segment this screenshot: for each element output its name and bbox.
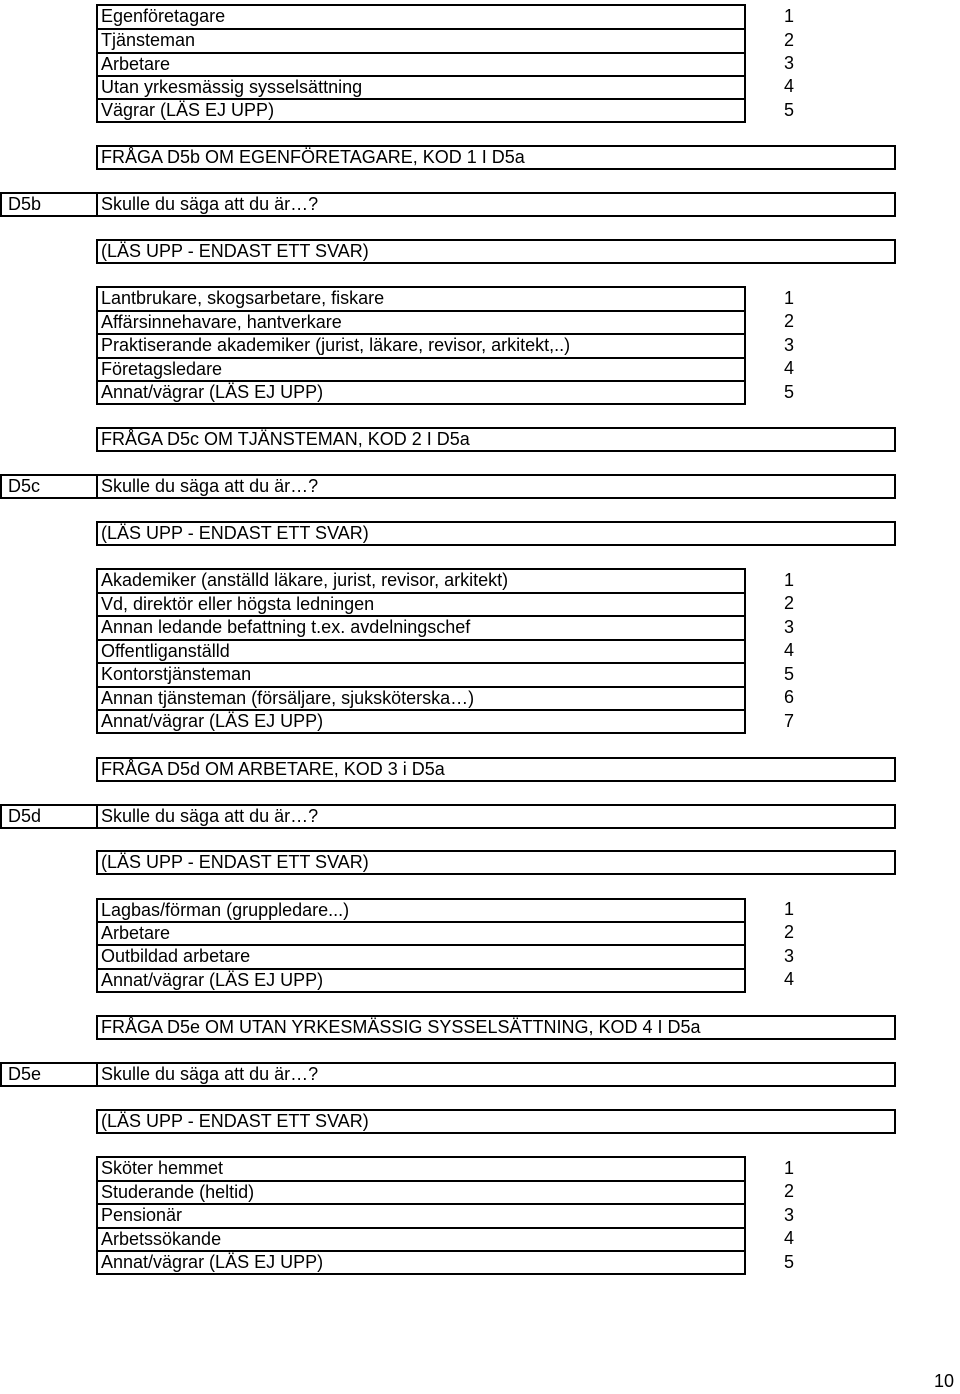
question-text: Skulle du säga att du är…? bbox=[96, 804, 896, 829]
option-code: 2 bbox=[783, 311, 794, 331]
option-row: Affärsinnehavare, hantverkare bbox=[96, 310, 746, 334]
page-number: 10 bbox=[933, 1371, 954, 1391]
option-code: 4 bbox=[783, 969, 794, 989]
option-code: 4 bbox=[783, 76, 794, 96]
option-row: Arbetare bbox=[96, 52, 746, 76]
option-code: 5 bbox=[783, 1252, 794, 1272]
option-code: 4 bbox=[783, 640, 794, 660]
option-row: Lagbas/förman (gruppledare...) bbox=[96, 898, 746, 922]
filter-instruction: FRÅGA D5d OM ARBETARE, KOD 3 i D5a bbox=[96, 757, 896, 782]
option-row: Arbetare bbox=[96, 921, 746, 945]
option-code: 1 bbox=[783, 6, 794, 26]
filter-instruction: FRÅGA D5b OM EGENFÖRETAGARE, KOD 1 I D5a bbox=[96, 145, 896, 170]
option-row: Pensionär bbox=[96, 1203, 746, 1227]
option-row: Vägrar (LÄS EJ UPP) bbox=[96, 98, 746, 123]
option-row: Annat/vägrar (LÄS EJ UPP) bbox=[96, 380, 746, 405]
option-code: 2 bbox=[783, 30, 794, 50]
option-code: 3 bbox=[783, 946, 794, 966]
option-row: Arbetssökande bbox=[96, 1227, 746, 1251]
option-code: 2 bbox=[783, 922, 794, 942]
option-code: 1 bbox=[783, 1158, 794, 1178]
option-row: Kontorstjänsteman bbox=[96, 662, 746, 686]
question-id: D5d bbox=[0, 804, 96, 829]
option-row: Studerande (heltid) bbox=[96, 1180, 746, 1204]
option-code: 7 bbox=[783, 711, 794, 731]
filter-instruction: FRÅGA D5c OM TJÄNSTEMAN, KOD 2 I D5a bbox=[96, 427, 896, 452]
option-code: 3 bbox=[783, 1205, 794, 1225]
option-code: 5 bbox=[783, 382, 794, 402]
option-row: Sköter hemmet bbox=[96, 1156, 746, 1180]
question-text: Skulle du säga att du är…? bbox=[96, 474, 896, 499]
option-row: Annan tjänsteman (försäljare, sjuksköterska…) bbox=[96, 686, 746, 710]
option-row: Utan yrkesmässig sysselsättning bbox=[96, 75, 746, 99]
option-row: Praktiserande akademiker (jurist, läkare, revisor, arkitekt,..) bbox=[96, 333, 746, 357]
option-code: 5 bbox=[783, 664, 794, 684]
option-code: 1 bbox=[783, 570, 794, 590]
question-id: D5e bbox=[0, 1062, 96, 1087]
option-code: 1 bbox=[783, 288, 794, 308]
option-row: Annat/vägrar (LÄS EJ UPP) bbox=[96, 709, 746, 734]
question-id: D5b bbox=[0, 192, 96, 217]
option-row: Egenföretagare bbox=[96, 4, 746, 28]
option-code: 1 bbox=[783, 899, 794, 919]
option-row: Vd, direktör eller högsta ledningen bbox=[96, 592, 746, 616]
question-id: D5c bbox=[0, 474, 96, 499]
read-instruction: (LÄS UPP - ENDAST ETT SVAR) bbox=[96, 521, 896, 546]
option-code: 2 bbox=[783, 1181, 794, 1201]
option-code: 3 bbox=[783, 53, 794, 73]
option-row: Outbildad arbetare bbox=[96, 944, 746, 968]
option-row: Annat/vägrar (LÄS EJ UPP) bbox=[96, 1250, 746, 1275]
question-text: Skulle du säga att du är…? bbox=[96, 192, 896, 217]
option-code: 4 bbox=[783, 358, 794, 378]
option-code: 4 bbox=[783, 1228, 794, 1248]
read-instruction: (LÄS UPP - ENDAST ETT SVAR) bbox=[96, 1109, 896, 1134]
filter-instruction: FRÅGA D5e OM UTAN YRKESMÄSSIG SYSSELSÄTTNING, KOD 4 I D5a bbox=[96, 1015, 896, 1040]
option-code: 3 bbox=[783, 335, 794, 355]
option-row: Lantbrukare, skogsarbetare, fiskare bbox=[96, 286, 746, 310]
option-row: Offentliganställd bbox=[96, 639, 746, 663]
option-code: 6 bbox=[783, 687, 794, 707]
option-code: 3 bbox=[783, 617, 794, 637]
read-instruction: (LÄS UPP - ENDAST ETT SVAR) bbox=[96, 850, 896, 875]
option-row: Akademiker (anställd läkare, jurist, revisor, arkitekt) bbox=[96, 568, 746, 592]
option-row: Annat/vägrar (LÄS EJ UPP) bbox=[96, 968, 746, 993]
read-instruction: (LÄS UPP - ENDAST ETT SVAR) bbox=[96, 239, 896, 264]
option-code: 5 bbox=[783, 100, 794, 120]
option-row: Företagsledare bbox=[96, 357, 746, 381]
option-row: Annan ledande befattning t.ex. avdelningschef bbox=[96, 615, 746, 639]
option-row: Tjänsteman bbox=[96, 28, 746, 52]
option-code: 2 bbox=[783, 593, 794, 613]
question-text: Skulle du säga att du är…? bbox=[96, 1062, 896, 1087]
